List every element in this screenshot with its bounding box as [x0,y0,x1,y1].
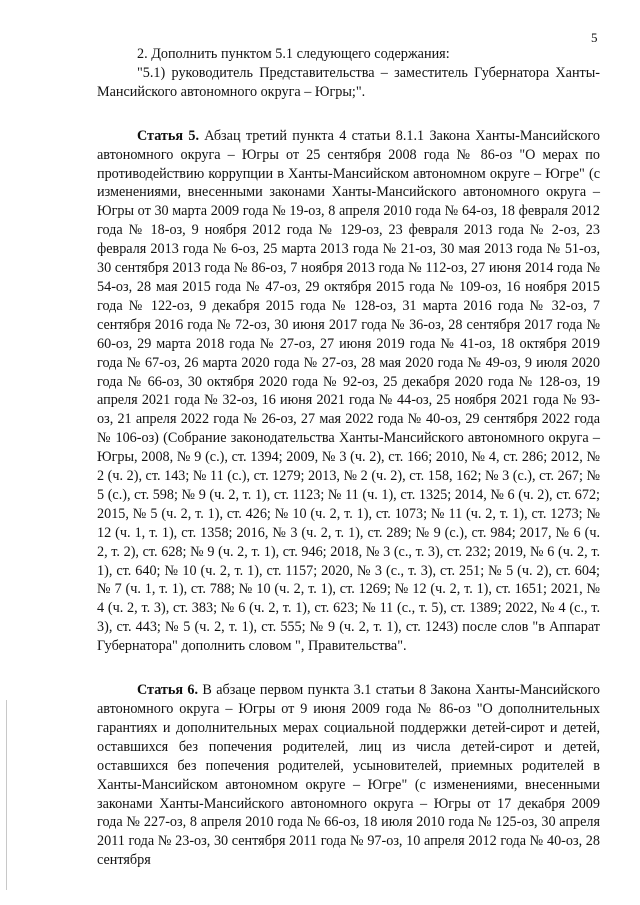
article-5-text: Абзац третий пункта 4 статьи 8.1.1 Закона Ханты-Мансийского автономного округа – Югры от 25 сентября 2008 года № 86-оз "О мерах по противодействию коррупции в Ханты-Мансийском автономном округе – Югре" (с изменениями, внесенными законами Ханты-Мансийского автономного округа – Югры от 30 марта 2009 года № 19-оз, 8 апреля 2010 года № 64-оз, 18 февраля 2012 года № 18-оз, 9 ноября 2012 года № 129-оз, 23 февраля 2013 года № 2-оз, 23 февраля 2013 года № 6-оз, 25 марта 2013 года № 21-оз, 30 мая 2013 года № 51-оз, 30 сентября 2013 года № 86-оз, 7 ноября 2013 года № 112-оз, 27 июня 2014 года № 54-оз, 28 мая 2015 года № 47-оз, 29 октября 2015 года № 109-оз, 16 ноября 2015 года № 122-оз, 9 декабря 2015 года № 128-оз, 31 марта 2016 года № 32-оз, 7 сентября 2016 года № 72-оз, 30 июня 2017 года № 36-оз, 28 сентября 2017 года № 60-оз, 29 марта 2018 года № 27-оз, 27 июня 2019 года № 41-оз, 18 октября 2019 года № 67-оз, 26 марта 2020 года № 27-оз, 28 мая 2020 года № 49-оз, 9 июля 2020 года № 66-оз, 30 октября 2020 года № 92-оз, 25 декабря 2020 года № 128-оз, 19 апреля 2021 года № 32-оз, 16 июня 2021 года № 44-оз, 25 ноября 2021 года № 93-оз, 21 апреля 2022 года № 26-оз, 27 мая 2022 года № 40-оз, 29 сентября 2022 года № 106-оз) (Собрание законодательства Ханты-Мансийского автономного округа – Югры, 2008, № 9 (с.), ст. 1394; 2009, № 3 (ч. 2), ст. 166; 2010, № 4, ст. 286; 2012, № 2 (ч. 2), ст. 143; № 11 (с.), ст. 1279; 2013, № 2 (ч. 2), ст. 158, 162; № 3 (с.), ст. 267; № 5 (с.), ст. 598; № 9 (ч. 2, т. 1), ст. 1123; № 11 (ч. 1), ст. 1325; 2014, № 6 (ч. 2), ст. 672; 2015, № 5 (ч. 2, т. 1), ст. 426; № 10 (ч. 2, т. 1), ст. 1073; № 11 (ч. 2, т. 1), ст. 1273; № 12 (ч. 1, т. 1), ст. 1358; 2016, № 3 (ч. 2, т. 1), ст. 289; № 9 (с.), ст. 984; 2017, № 6 (ч. 2, т. 2), ст. 628; № 9 (ч. 2, т. 1), ст. 946; 2018, № 3 (с., т. 3), ст. 232; 2019, № 6 (ч. 2, т. 1), ст. 640; № 10 (ч. 2, т. 1), ст. 1157; 2020, № 3 (с., т. 3), ст. 251; № 5 (ч. 2), ст. 604; № 7 (ч. 1, т. 1), ст. 788; № 10 (ч. 2, т. 1), ст. 1269; № 12 (ч. 2, т. 1), ст. 1651; 2021, № 4 (ч. 2, т. 3), ст. 383; № 6 (ч. 2, т. 1), ст. 623; № 11 (с., т. 5), ст. 1389; 2022, № 4 (с., т. 3), ст. 443; № 5 (ч. 2, т. 1), ст. 555; № 9 (ч. 2, т. 1), ст. 1243) после слов "в Аппарат Губернатора" дополнить словом ", Правительства". [97,127,600,655]
article-5-paragraph [97,127,600,656]
paragraph-spacer [97,656,600,681]
page-number: 5 [591,30,598,45]
document-body [97,45,600,870]
paragraph-amendment-intro: 2. Дополнить пунктом 5.1 следующего содержания: [137,46,450,62]
binding-edge-mark [6,700,7,890]
article-5-heading: Статья 5. [137,127,200,144]
article-6-text: В абзаце первом пункта 3.1 статьи 8 Закона Ханты-Мансийского автономного округа – Югры от 9 июня 2009 года № 86-оз "О дополнительных гарантиях и дополнительных мерах социальной поддержки детей-сирот и детей, оставшихся без попечения родителей, лиц из числа детей-сирот и детей, оставшихся без попечения родителей, усыновителей, приемных родителей в Ханты-Мансийском автономном округе – Югре" (с изменениями, внесенными законами Ханты-Мансийского автономного округа – Югры от 17 декабря 2009 года № 227-оз, 8 апреля 2010 года № 66-оз, 18 июля 2010 года № 125-оз, 30 апреля 2011 года № 23-оз, 30 сентября 2011 года № 97-оз, 10 апреля 2012 года № 40-оз, 28 сентября [97,682,601,869]
article-6-paragraph [97,681,600,870]
article-6-heading: Статья 6. [137,682,199,699]
paragraph-spacer [97,102,600,127]
paragraph-amendment-text: "5.1) руководитель Представительства – заместитель Губернатора Ханты-Мансийского автономного округа – Югры;". [97,64,600,100]
